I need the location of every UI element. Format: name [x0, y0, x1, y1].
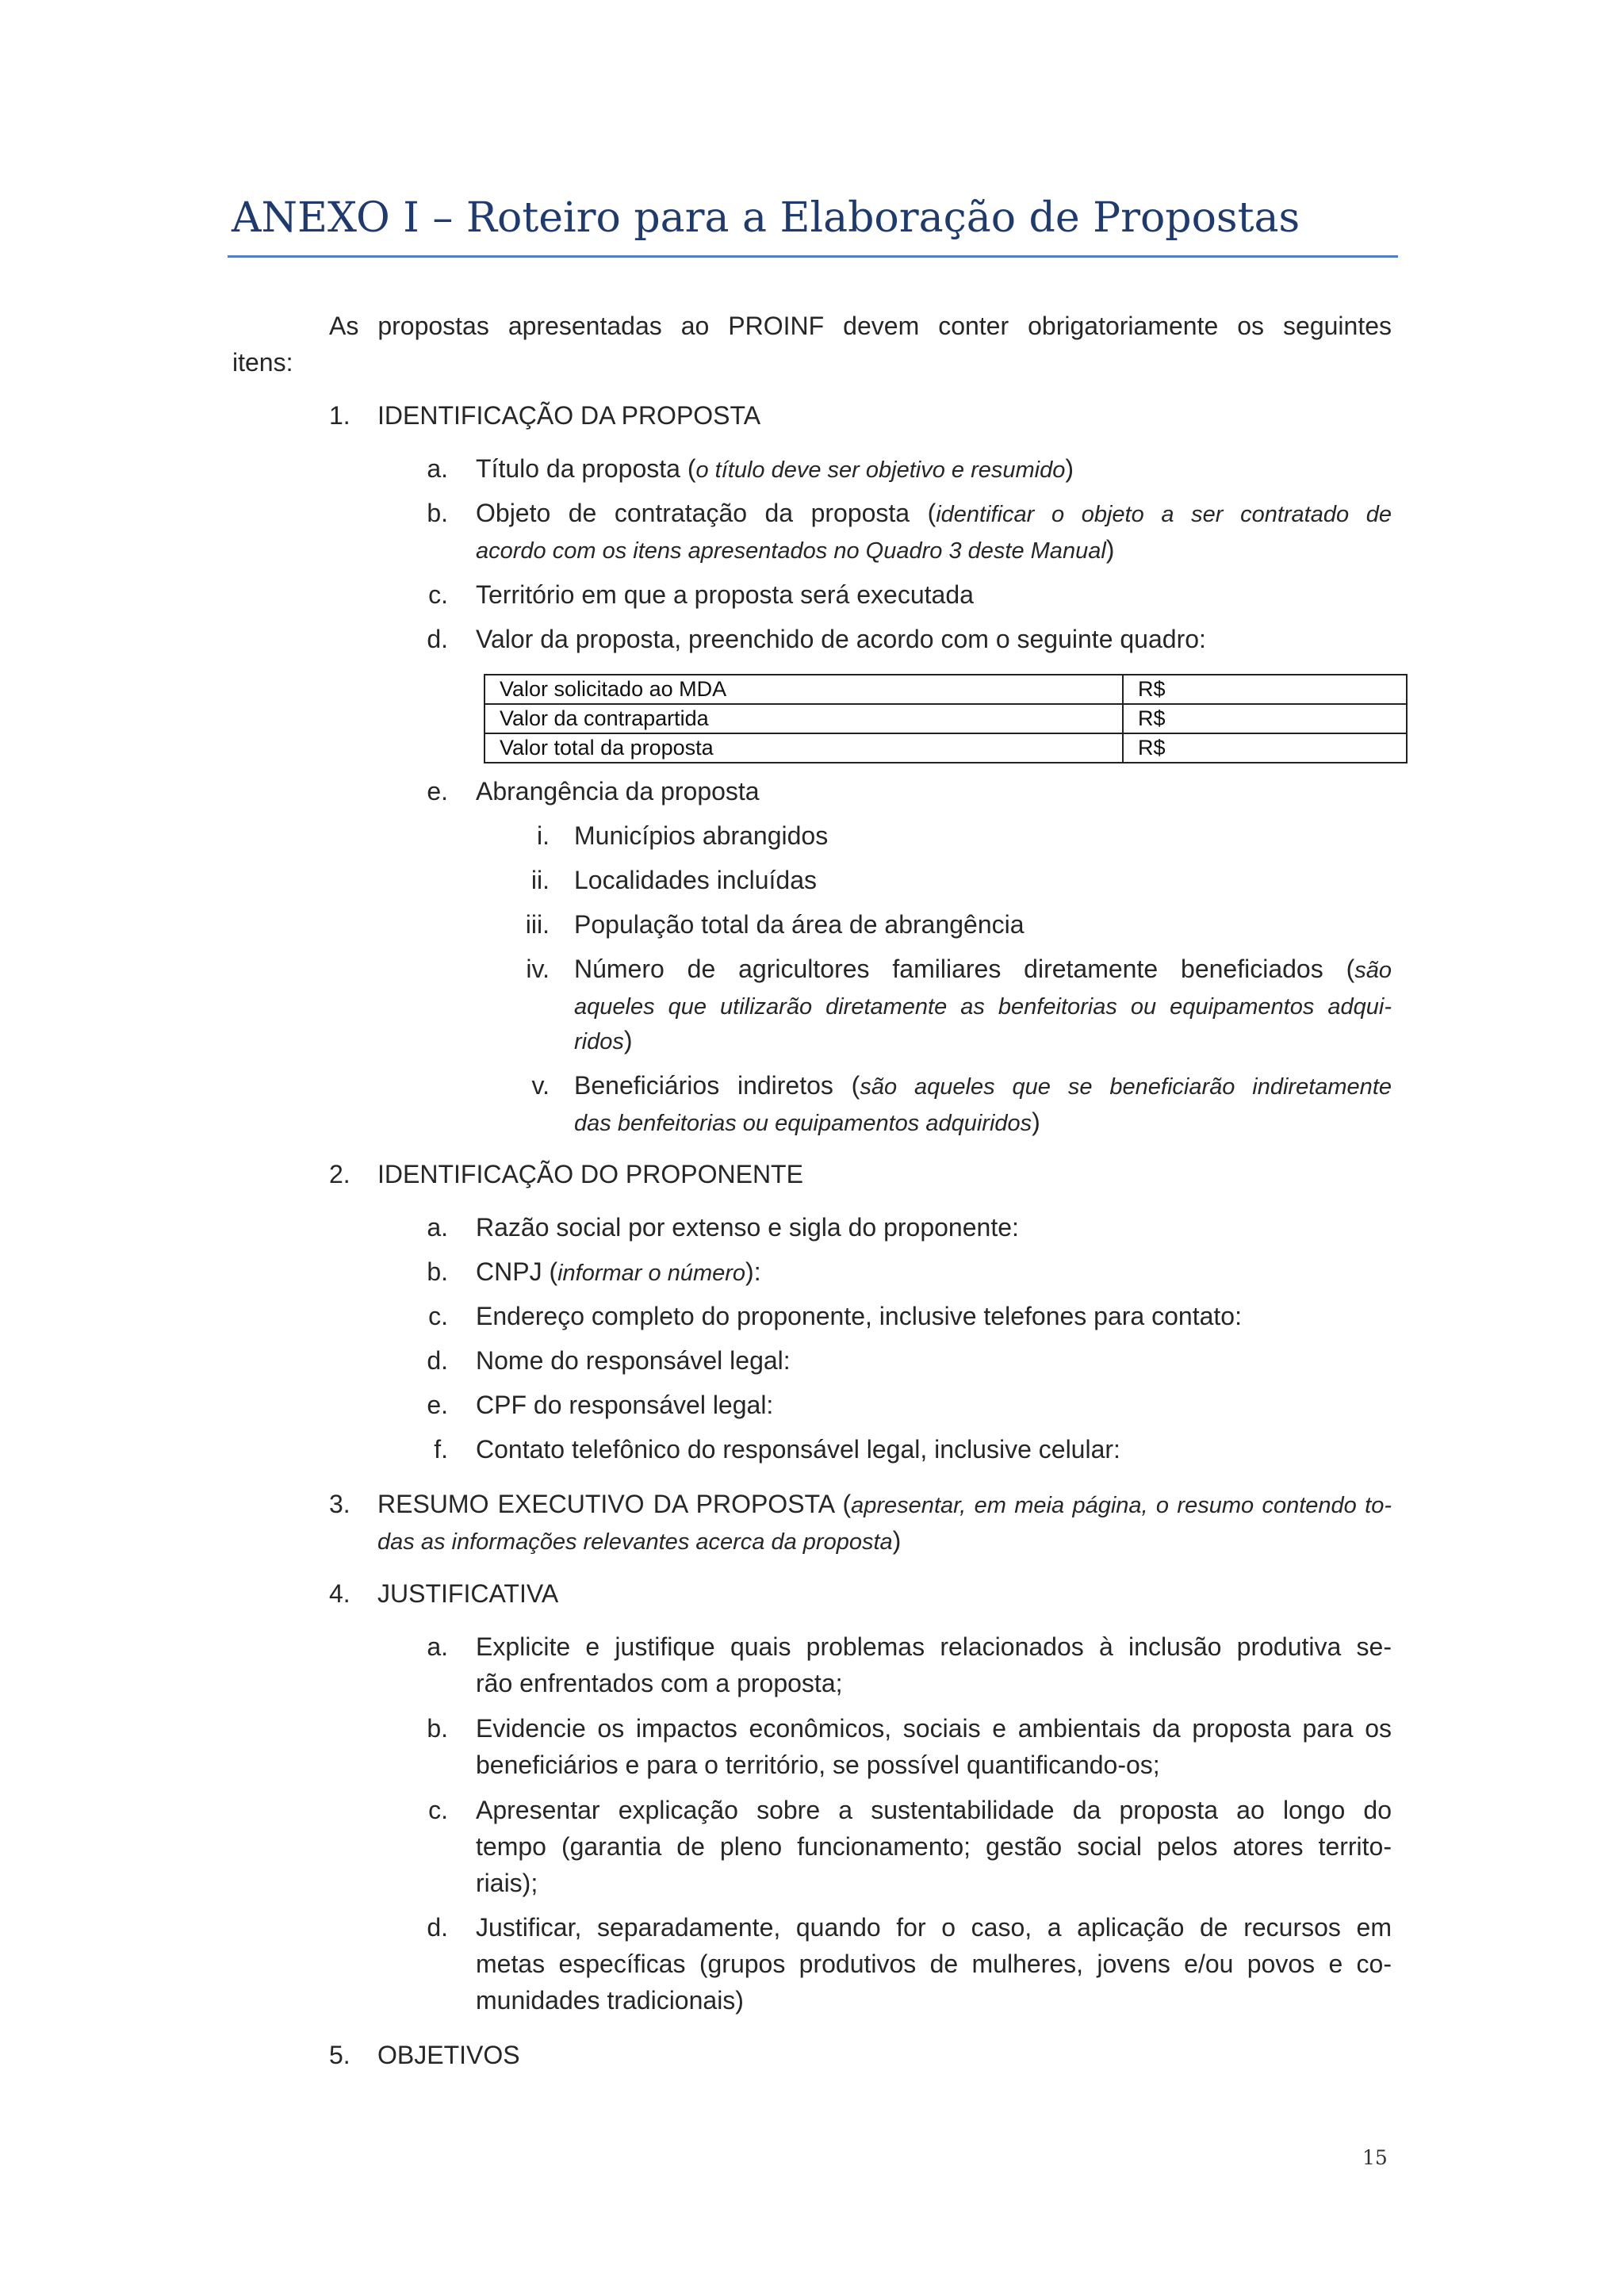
item-marker: b.: [427, 499, 448, 527]
section-3-line-1: RESUMO EXECUTIVO DA PROPOSTA (apresentar, em meia página, o resumo contendo to-: [377, 1490, 1392, 1518]
subitem-1e-iv-line-3: ridos): [574, 1026, 633, 1054]
section-3-number: 3.: [329, 1490, 350, 1518]
item-4c-line-2: tempo (garantia de pleno funcionamento; gestão social pelos atores territo-: [476, 1832, 1392, 1861]
title-underline: [228, 255, 1398, 258]
item-marker: a.: [427, 454, 448, 483]
table-cell-label: Valor da contrapartida: [485, 704, 1123, 733]
item-marker: e.: [427, 777, 448, 806]
section-2-number: 2.: [329, 1160, 350, 1188]
section-5-number: 5.: [329, 2041, 350, 2069]
item-marker: a.: [427, 1632, 448, 1661]
item-4a-line-1: Explicite e justifique quais problemas relacionados à inclusão produtiva se-: [476, 1632, 1392, 1661]
item-marker: c.: [428, 580, 448, 609]
item-marker: d.: [427, 1913, 448, 1942]
item-marker: c.: [428, 1302, 448, 1330]
subitem-marker: iv.: [526, 955, 550, 983]
item-2f: Contato telefônico do responsável legal, inclusive celular:: [476, 1435, 1120, 1464]
table-cell-label: Valor solicitado ao MDA: [485, 675, 1123, 704]
subitem-1e-v-line-1: Beneficiários indiretos (são aqueles que se beneficiarão indiretamente: [574, 1071, 1392, 1100]
section-3-line-2: das as informações relevantes acerca da proposta): [377, 1526, 902, 1555]
subitem-1e-iv-line-1: Número de agricultores familiares diretamente beneficiados (são: [574, 955, 1392, 983]
section-2-title: IDENTIFICAÇÃO DO PROPONENTE: [377, 1160, 803, 1188]
item-2b: CNPJ (informar o número):: [476, 1257, 761, 1286]
item-1a: Título da proposta (o título deve ser objetivo e resumido): [476, 454, 1074, 483]
item-marker: c.: [428, 1796, 448, 1824]
proposal-value-table: [484, 674, 1408, 763]
table-row: [485, 704, 1407, 733]
item-2e: CPF do responsável legal:: [476, 1391, 774, 1419]
item-marker: b.: [427, 1257, 448, 1286]
item-marker: b.: [427, 1714, 448, 1743]
section-4-number: 4.: [329, 1579, 350, 1608]
item-4c-line-3: riais);: [476, 1869, 538, 1897]
table-cell-value: R$: [1123, 675, 1407, 704]
table-cell-value: R$: [1123, 704, 1407, 733]
item-marker: e.: [427, 1391, 448, 1419]
table-cell-value: R$: [1123, 733, 1407, 763]
page-title: ANEXO I – Roteiro para a Elaboração de Propostas: [232, 194, 1300, 242]
section-1-title: IDENTIFICAÇÃO DA PROPOSTA: [377, 401, 761, 430]
item-4d-line-1: Justificar, separadamente, quando for o caso, a aplicação de recursos em: [476, 1913, 1392, 1942]
item-1e: Abrangência da proposta: [476, 777, 760, 806]
item-4b-line-1: Evidencie os impactos econômicos, sociais e ambientais da proposta para os: [476, 1714, 1392, 1743]
section-4-title: JUSTIFICATIVA: [377, 1579, 559, 1608]
section-1-number: 1.: [329, 401, 350, 430]
subitem-1e-ii: Localidades incluídas: [574, 866, 817, 894]
intro-line-1: As propostas apresentadas ao PROINF devem conter obrigatoriamente os seguintes: [329, 312, 1392, 340]
item-4a-line-2: rão enfrentados com a proposta;: [476, 1669, 843, 1697]
item-marker: a.: [427, 1213, 448, 1242]
item-4b-line-2: beneficiários e para o território, se possível quantificando-os;: [476, 1751, 1160, 1779]
subitem-marker: ii.: [530, 866, 550, 894]
item-2d: Nome do responsável legal:: [476, 1346, 791, 1375]
item-4d-line-2: metas específicas (grupos produtivos de mulheres, jovens e/ou povos e co-: [476, 1950, 1392, 1978]
subitem-marker: v.: [531, 1071, 550, 1100]
item-1c: Território em que a proposta será executada: [476, 580, 974, 609]
item-marker: f.: [434, 1435, 448, 1464]
section-5-title: OBJETIVOS: [377, 2041, 520, 2069]
item-1b-line-2: acordo com os itens apresentados no Quadro 3 deste Manual): [476, 535, 1115, 564]
item-2a: Razão social por extenso e sigla do proponente:: [476, 1213, 1019, 1242]
subitem-1e-v-line-2: das benfeitorias ou equipamentos adquiridos): [574, 1108, 1040, 1136]
item-4d-line-3: munidades tradicionais): [476, 1986, 744, 2015]
table-row: [485, 733, 1407, 763]
item-1b-line-1: Objeto de contratação da proposta (identificar o objeto a ser contratado de: [476, 499, 1392, 527]
subitem-1e-iv-line-2: aqueles que utilizarão diretamente as benfeitorias ou equipamentos adqui-: [574, 994, 1392, 1020]
page-number: 15: [1362, 2146, 1388, 2169]
intro-line-2: itens:: [232, 348, 293, 377]
item-marker: d.: [427, 1346, 448, 1375]
subitem-marker: i.: [537, 821, 550, 850]
item-1d: Valor da proposta, preenchido de acordo com o seguinte quadro:: [476, 625, 1206, 653]
subitem-1e-i: Municípios abrangidos: [574, 821, 829, 850]
subitem-1e-iii: População total da área de abrangência: [574, 910, 1025, 939]
subitem-marker: iii.: [525, 910, 550, 939]
table-row: [485, 675, 1407, 704]
item-marker: d.: [427, 625, 448, 653]
item-2c: Endereço completo do proponente, inclusive telefones para contato:: [476, 1302, 1242, 1330]
item-4c-line-1: Apresentar explicação sobre a sustentabilidade da proposta ao longo do: [476, 1796, 1392, 1824]
table-cell-label: Valor total da proposta: [485, 733, 1123, 763]
